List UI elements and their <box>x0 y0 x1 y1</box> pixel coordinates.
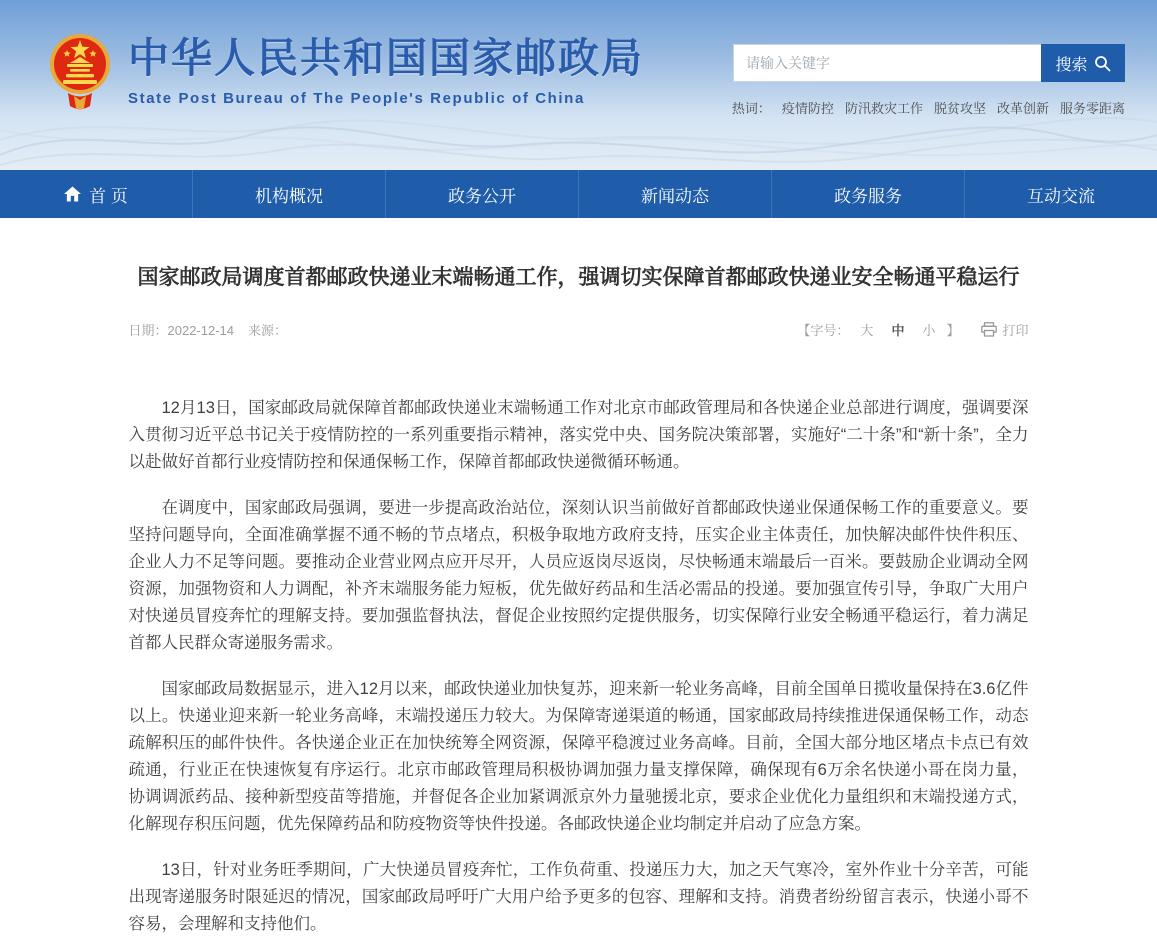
article-source: 来源： <box>248 323 288 338</box>
site-brand[interactable] <box>48 30 644 114</box>
nav-item-label: 政务服务 <box>834 186 902 206</box>
article-paragraph: 12月13日，国家邮政局就保障首都邮政快递业末端畅通工作对北京市邮政管理局和各快递企业总部进行调度，强调要深入贯彻习近平总书记关于疫情防控的一系列重要指示精神，落实党中央、国务院决策部署，实施好“二十条”和“新十条”，全力以赴做好首都行业疫情防控和保通保畅工作，保障首都邮政快递微循环畅通。 <box>128 399 1029 471</box>
hot-word-link[interactable]: 疫情防控 <box>781 101 834 116</box>
article-paragraph: 13日，针对业务旺季期间，广大快递员冒疫奔忙，工作负荷重、投递压力大，加之天气寒冷，室外作业十分辛苦，可能出现寄递服务时限延迟的情况，国家邮政局呼吁广大用户给予更多的包容、理解和支持。消费者纷纷留言表示，快递小哥不容易，会理解和支持他们。 <box>128 861 1029 933</box>
nav-item-government-services[interactable] <box>771 170 964 218</box>
hot-words-bar <box>733 98 1125 117</box>
nav-item-label: 首 页 <box>89 186 128 206</box>
nav-item-label: 机构概况 <box>255 186 323 206</box>
article-paragraph: 在调度中，国家邮政局强调，要进一步提高政治站位，深刻认识当前做好首都邮政快递业保通保畅工作的重要意义。要坚持问题导向，全面准确掌握不通不畅的节点堵点，积极争取地方政府支持，压实企业主体责任，加快解决邮件快件积压、企业人力不足等问题。要推动企业营业网点应开尽开，人员应返岗尽返岗，尽快畅通末端最后一百米。要鼓励企业调动全网资源，加强物资和人力调配，补齐末端服务能力短板，优先做好药品和生活必需品的投递。要加强宣传引导，争取广大用户对快递员冒疫奔忙的理解支持。要加强监督执法，督促企业按照约定提供服务，切实保障行业安全畅通平稳运行，着力满足首都人民群众寄递服务需求。 <box>128 499 1029 652</box>
article-meta-bar <box>129 320 1029 339</box>
article-date: 日期：2022-12-14 <box>128 323 234 338</box>
article-body <box>129 395 1029 938</box>
hot-word-link[interactable]: 服务零距离 <box>1059 101 1125 116</box>
nav-item-agency-overview[interactable] <box>192 170 385 218</box>
font-size-medium-button[interactable]: 中 <box>891 323 905 338</box>
hot-word-link[interactable]: 防汛救灾工作 <box>844 101 923 116</box>
nav-item-label: 互动交流 <box>1027 186 1095 206</box>
print-button[interactable] <box>981 320 1028 339</box>
nav-item-label: 政务公开 <box>448 186 516 206</box>
font-size-suffix: 】 <box>946 323 960 338</box>
font-size-prefix: 【字号： <box>797 323 850 338</box>
search-bar <box>733 44 1125 82</box>
print-button-label: 打印 <box>1002 323 1029 338</box>
nav-item-news[interactable] <box>578 170 771 218</box>
site-header <box>0 0 1157 170</box>
article-title: 国家邮政局调度首都邮政快递业末端畅通工作，强调切实保障首都邮政快递业安全畅通平稳运行 <box>137 266 1020 289</box>
nav-item-home[interactable] <box>0 170 192 218</box>
hot-word-link[interactable]: 脱贫攻坚 <box>933 101 986 116</box>
nav-item-interaction[interactable] <box>964 170 1157 218</box>
main-navigation <box>0 170 1157 218</box>
font-size-large-button[interactable]: 大 <box>860 323 874 338</box>
hot-words-label: 热词： <box>731 101 771 116</box>
font-size-small-button[interactable]: 小 <box>922 323 936 338</box>
national-emblem-logo <box>48 30 112 114</box>
search-icon <box>1094 55 1111 72</box>
home-icon <box>64 186 81 202</box>
search-input[interactable] <box>733 44 1041 82</box>
nav-item-government-disclosure[interactable] <box>385 170 578 218</box>
hot-word-link[interactable]: 改革创新 <box>996 101 1049 116</box>
search-button[interactable] <box>1041 44 1125 82</box>
search-button-label: 搜索 <box>1055 56 1088 74</box>
article-container <box>129 262 1029 938</box>
nav-item-label: 新闻动态 <box>641 186 709 206</box>
site-title: 中华人民共和国国家邮政局 <box>128 35 644 81</box>
printer-icon <box>981 322 997 337</box>
article-paragraph: 国家邮政局数据显示，进入12月以来，邮政快递业加快复苏，迎来新一轮业务高峰，目前全国单日揽收量保持在3.6亿件以上。快递业迎来新一轮业务高峰，末端投递压力较大。为保障寄递渠道的畅通，国家邮政局持续推进保通保畅工作，动态疏解积压的邮件快件。各快递企业正在加快统筹全网资源，保障平稳渡过业务高峰。目前，全国大部分地区堵点卡点已有效疏通，行业正在快速恢复有序运行。北京市邮政管理局积极协调加强力量支撑保障，确保现有6万余名快递小哥在岗力量，协调调派药品、接种新型疫苗等措施，并督促各企业加紧调派京外力量驰援北京，要求企业优化力量组织和末端投递方式，化解现存积压问题，优先保障药品和防疫物资等快件投递。各邮政快递企业均制定并启动了应急方案。 <box>128 680 1029 833</box>
site-subtitle: State Post Bureau of The People's Republic of China <box>128 90 585 107</box>
